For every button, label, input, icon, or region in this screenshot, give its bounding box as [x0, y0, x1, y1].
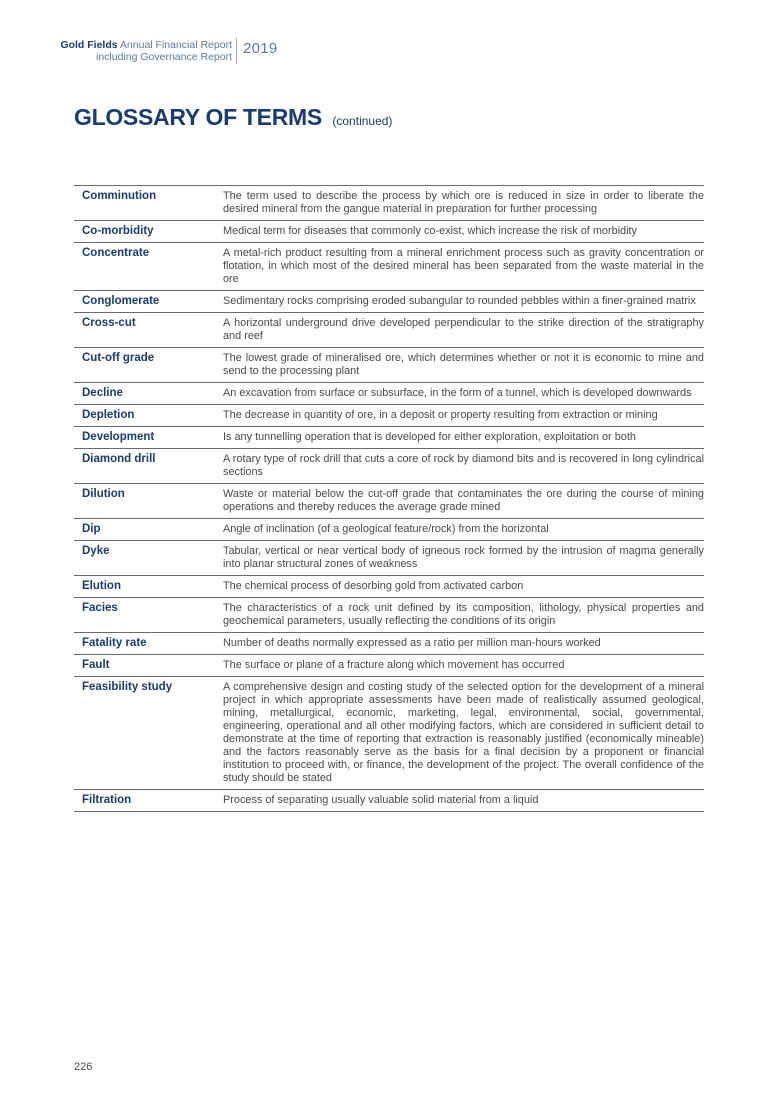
glossary-term: Comminution [82, 190, 157, 202]
glossary-definition: An excavation from surface or subsurface, in the form of a tunnel, which is developed downwards [223, 387, 692, 399]
glossary-term: Filtration [82, 794, 132, 806]
glossary-definition: The term used to describe the process by which ore is reduced in size in order to liberate the desired mineral from the gangue material in preparation for further processing [223, 190, 704, 215]
glossary-term: Facies [82, 602, 118, 614]
glossary-row [74, 221, 704, 243]
glossary-definition: Angle of inclination (of a geological feature/rock) from the horizontal [223, 523, 549, 535]
glossary-term: Decline [82, 387, 123, 399]
glossary-row [74, 313, 704, 348]
glossary-row [74, 598, 704, 633]
page-title-main: GLOSSARY OF TERMS [74, 104, 322, 130]
glossary-definition: A comprehensive design and costing study of the selected option for the development of a mineral project in which appropriate assessments have been made of realistically assumed geological, mining, metallurgical, economic, marketing, legal, environmental, social, governmental, engineering, operational and all other modifying factors, which are considered in sufficient detail to demonstrate at the time of reporting that extraction is reasonably justified (economically mineable) and the factors reasonably serve as the basis for a final decision by a proponent or financial institution to proceed with, or finance, the development of the project. The overall confidence of the study should be stated [223, 681, 704, 784]
page-title [74, 104, 392, 131]
glossary-definition: Process of separating usually valuable solid material from a liquid [223, 794, 539, 806]
glossary-term: Dyke [82, 545, 110, 557]
glossary-term: Fatality rate [82, 637, 147, 649]
report-title-line2: including Governance Report [96, 51, 232, 63]
glossary-term: Concentrate [82, 247, 150, 259]
glossary-term: Feasibility study [82, 681, 173, 693]
glossary-row [74, 348, 704, 383]
glossary-term: Elution [82, 580, 121, 592]
page-title-sub: (continued) [332, 114, 393, 128]
glossary-term: Co-morbidity [82, 225, 154, 237]
glossary-row [74, 243, 704, 291]
company-name: Gold Fields [60, 39, 118, 51]
report-name [0, 39, 232, 63]
glossary-definition: Waste or material below the cut-off grade that contaminates the ore during the course of mining operations and thereby reduces the average grade mined [223, 488, 704, 513]
glossary-row [74, 427, 704, 449]
glossary-row [74, 677, 704, 790]
glossary-definition: Number of deaths normally expressed as a ratio per million man-hours worked [223, 637, 601, 649]
glossary-term: Development [82, 431, 155, 443]
page-number: 226 [74, 1061, 93, 1073]
glossary-row [74, 383, 704, 405]
glossary-definition: A rotary type of rock drill that cuts a core of rock by diamond bits and is recovered in long cylindrical sections [223, 453, 704, 478]
glossary-definition: A horizontal underground drive developed perpendicular to the strike direction of the stratigraphy and reef [223, 317, 704, 342]
report-title-line1: Annual Financial Report [119, 39, 232, 51]
glossary-row [74, 541, 704, 576]
header-divider [236, 38, 237, 64]
glossary-row [74, 186, 704, 221]
glossary-definition: Tabular, vertical or near vertical body of igneous rock formed by the intrusion of magma generally into planar structural zones of weakness [223, 545, 704, 570]
glossary-definition: The decrease in quantity of ore, in a deposit or property resulting from extraction or mining [223, 409, 658, 421]
glossary-definition: A metal-rich product resulting from a mineral enrichment process such as gravity concentration or flotation, in which most of the desired mineral has been separated from the waste material in the ore [223, 247, 704, 285]
glossary-body [74, 186, 704, 812]
glossary-definition: Sedimentary rocks comprising eroded subangular to rounded pebbles within a finer-grained matrix [223, 295, 696, 307]
glossary-term: Cross-cut [82, 317, 136, 329]
glossary-row [74, 790, 704, 812]
glossary-definition: The chemical process of desorbing gold from activated carbon [223, 580, 524, 592]
glossary-definition: The surface or plane of a fracture along which movement has occurred [223, 659, 565, 671]
glossary-row [74, 291, 704, 313]
glossary-table [74, 185, 704, 812]
glossary-row [74, 633, 704, 655]
glossary-term: Fault [82, 659, 110, 671]
glossary-definition: Medical term for diseases that commonly co-exist, which increase the risk of morbidity [223, 225, 637, 237]
glossary-row [74, 405, 704, 427]
glossary-row [74, 576, 704, 598]
report-year: 2019 [243, 40, 278, 57]
glossary-row [74, 449, 704, 484]
glossary-row [74, 655, 704, 677]
glossary-row [74, 484, 704, 519]
glossary-term: Dilution [82, 488, 125, 500]
glossary-definition: Is any tunnelling operation that is developed for either exploration, exploitation or both [223, 431, 636, 443]
glossary-definition: The characteristics of a rock unit defined by its composition, lithology, physical properties and geochemical parameters, usually reflecting the conditions of its origin [223, 602, 704, 627]
glossary-term: Dip [82, 523, 101, 535]
glossary-term: Cut-off grade [82, 352, 155, 364]
glossary-definition: The lowest grade of mineralised ore, which determines whether or not it is economic to mine and send to the processing plant [223, 352, 704, 377]
glossary-term: Diamond drill [82, 453, 156, 465]
glossary-term: Conglomerate [82, 295, 160, 307]
glossary-term: Depletion [82, 409, 135, 421]
glossary-row [74, 519, 704, 541]
